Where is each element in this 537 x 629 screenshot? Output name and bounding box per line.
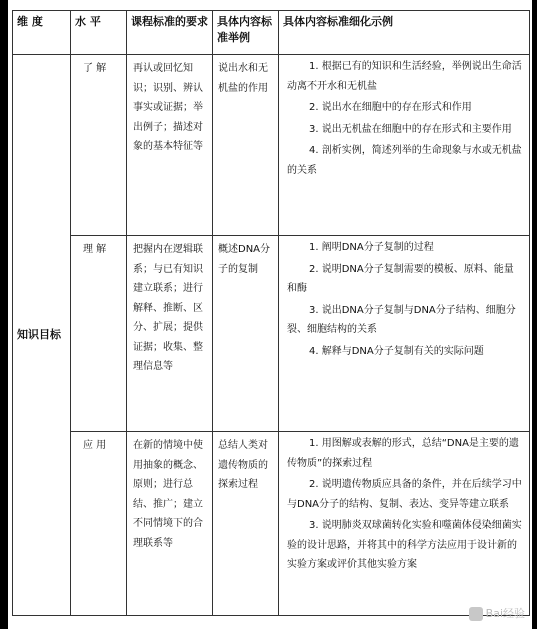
level-cell: 了 解	[71, 55, 127, 236]
detail-item: 2. 说出水在细胞中的存在形式和作用	[309, 102, 472, 113]
detail-item: 2. 说明遗传物质应具备的条件，并在后续学习中与DNA分子的结构、复制、表达、变异等建立联系	[287, 479, 522, 510]
header-row	[13, 11, 530, 55]
content-example-cell: 说出水和无机盐的作用	[213, 55, 279, 236]
right-border-strip	[532, 0, 537, 629]
detail-item: 3. 说出DNA分子复制与DNA分子结构、细胞分裂、细胞结构的关系	[287, 304, 516, 335]
requirement-cell: 在新的情境中使用抽象的概念、原则；进行总结、推广；建立不同情境下的合理联系等	[127, 432, 213, 616]
detail-cell	[279, 236, 530, 432]
detail-item: 1. 用图解或表解的形式，总结“DNA是主要的遗传物质”的探索过程	[287, 438, 519, 469]
watermark-text: Bai经验	[485, 607, 525, 620]
detail-item: 1. 根据已有的知识和生活经验，举例说出生命活动离不开水和无机盐	[287, 61, 522, 92]
requirement-cell: 把握内在逻辑联系；与已有知识建立联系；进行解释、推断、区分、扩展；提供证据；收集、整理信息等	[127, 236, 213, 432]
table-row-understand-basic	[13, 55, 530, 236]
content-example-cell: 总结人类对遗传物质的探索过程	[213, 432, 279, 616]
level-cell: 应 用	[71, 432, 127, 616]
table-row-comprehend	[13, 236, 530, 432]
left-border-strip	[0, 0, 8, 629]
table-row-apply	[13, 432, 530, 616]
header-dimension: 维 度	[13, 11, 71, 55]
dimension-cell: 知识目标	[13, 55, 71, 616]
knowledge-goals-table	[12, 10, 530, 616]
detail-cell	[279, 432, 530, 616]
header-requirement: 课程标准的要求	[127, 11, 213, 55]
watermark	[469, 605, 525, 621]
content-example-cell: 概述DNA分子的复制	[213, 236, 279, 432]
detail-item: 3. 说出无机盐在细胞中的存在形式和主要作用	[309, 123, 512, 135]
header-detailed-example: 具体内容标准细化示例	[279, 11, 530, 55]
paw-logo-icon	[469, 607, 483, 621]
level-cell: 理 解	[71, 236, 127, 432]
detail-item: 2. 说明DNA分子复制需要的模板、原料、能量和酶	[287, 263, 514, 294]
detail-item: 1. 阐明DNA分子复制的过程	[309, 242, 434, 253]
header-level: 水 平	[71, 11, 127, 55]
detail-cell	[279, 55, 530, 236]
requirement-cell: 再认或回忆知识；识别、辨认事实或证据；举出例子；描述对象的基本特征等	[127, 55, 213, 236]
detail-item: 3. 说明肺炎双球菌转化实验和噬菌体侵染细菌实验的设计思路，并将其中的科学方法应用于设计新的实验方案或评价其他实验方案	[287, 520, 522, 570]
detail-item: 4. 解释与DNA分子复制有关的实际问题	[309, 345, 484, 357]
detail-item: 4. 剖析实例，简述列举的生命现象与水或无机盐的关系	[287, 145, 522, 176]
header-content-example: 具体内容标准举例	[213, 11, 279, 55]
